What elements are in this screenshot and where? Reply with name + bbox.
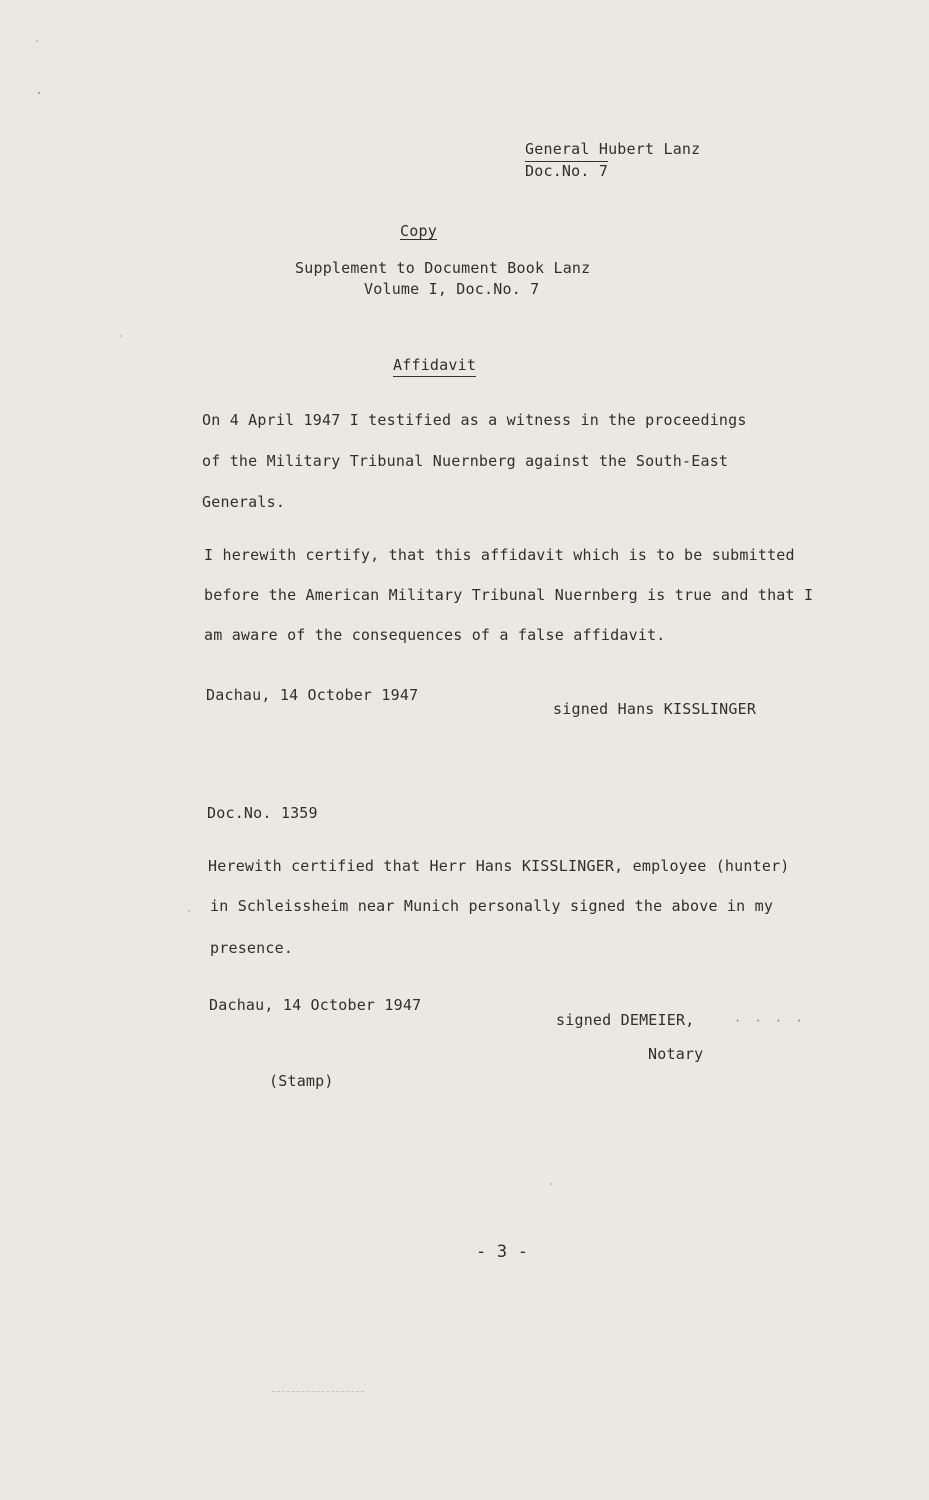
notary-signature: signed DEMEIER,: [556, 1011, 695, 1029]
certification-line-1: Herewith certified that Herr Hans KISSLINGER, employee (hunter): [208, 857, 790, 875]
affidavit-para1-line-3: Generals.: [202, 493, 286, 511]
affidavit-para1-line-2: of the Military Tribunal Nuernberg against the South-East: [202, 452, 729, 470]
certification-place-date: Dachau, 14 October 1947: [209, 996, 422, 1014]
certification-doc-no: Doc.No. 1359: [207, 804, 318, 822]
notary-title: Notary: [648, 1045, 704, 1063]
affidavit-place-date: Dachau, 14 October 1947: [206, 686, 419, 704]
affidavit-para2-line-1: I herewith certify, that this affidavit which is to be submitted: [204, 546, 795, 564]
stamp-label: (Stamp): [269, 1072, 334, 1090]
affidavit-para1-line-1: On 4 April 1947 I testified as a witness in the proceedings: [202, 411, 747, 429]
header-doc-no: Doc.No. 7: [525, 162, 609, 180]
paper-speck: [120, 335, 122, 337]
paper-speck: [36, 40, 38, 42]
supplement-line-1: Supplement to Document Book Lanz: [295, 259, 591, 277]
paper-speck: [188, 910, 190, 912]
affidavit-signature: signed Hans KISSLINGER: [553, 700, 757, 718]
faint-dash-line: [272, 1391, 364, 1392]
paper-speck: [38, 92, 40, 94]
paper-speck: [550, 1183, 552, 1185]
supplement-line-2: Volume I, Doc.No. 7: [364, 280, 540, 298]
header-name: General Hubert Lanz: [525, 140, 701, 158]
page-number: - 3 -: [476, 1242, 529, 1262]
affidavit-para2-line-3: am aware of the consequences of a false affidavit.: [204, 626, 666, 644]
copy-label: Copy: [400, 222, 437, 240]
illegible-scribble: · · · ·: [734, 1014, 806, 1028]
affidavit-title: Affidavit: [393, 356, 476, 377]
certification-line-3: presence.: [210, 939, 294, 957]
affidavit-para2-line-2: before the American Military Tribunal Nuernberg is true and that I: [204, 586, 814, 604]
certification-line-2: in Schleissheim near Munich personally signed the above in my: [210, 897, 774, 915]
